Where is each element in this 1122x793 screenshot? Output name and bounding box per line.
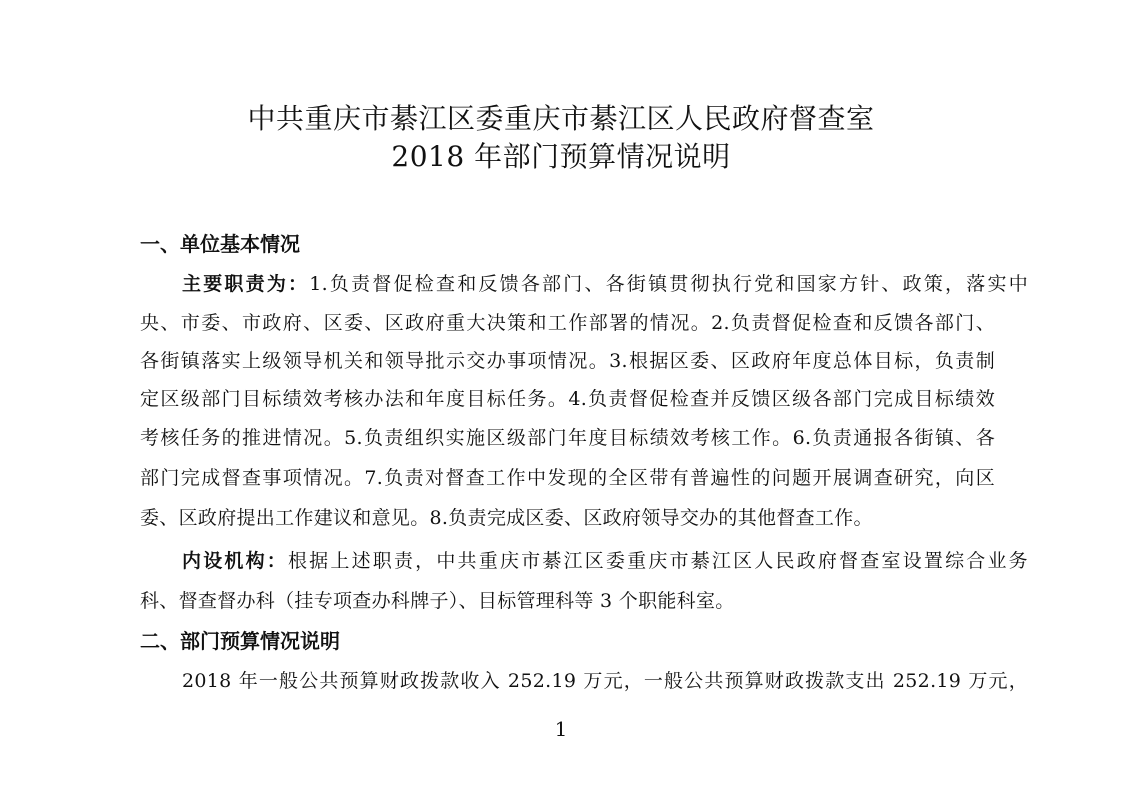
document-title xyxy=(0,100,1122,176)
budget-line-1: 2018 年一般公共预算财政拨款收入 252.19 万元，一般公共预算财政拨款支出 252.19 万元， xyxy=(182,670,1028,692)
section-heading-budget: 二、部门预算情况说明 xyxy=(140,629,340,653)
title-line-1: 中共重庆市綦江区委重庆市綦江区人民政府督查室 xyxy=(247,102,875,135)
page-number: 1 xyxy=(554,717,568,741)
duties-line-6: 部门完成督查事项情况。7.负责对督查工作中发现的全区带有普遍性的问题开展调查研究，向区 xyxy=(140,467,995,489)
title-line-2: 2018 年部门预算情况说明 xyxy=(391,140,731,173)
org-text: 根据上述职责，中共重庆市綦江区委重庆市綦江区人民政府督查室设置综合业务 xyxy=(287,550,1028,572)
section-heading-basic-info: 一、单位基本情况 xyxy=(140,232,300,256)
duties-line-5: 考核任务的推进情况。5.负责组织实施区级部门年度目标绩效考核工作。6.负责通报各街镇、各 xyxy=(140,427,995,449)
org-lead: 内设机构： xyxy=(182,550,288,572)
duties-line-4: 定区级部门目标绩效考核办法和年度目标任务。4.负责督促检查并反馈区级各部门完成目标绩效 xyxy=(140,388,995,410)
duties-line-7: 委、区政府提出工作建议和意见。8.负责完成区委、区政府领导交办的其他督查工作。 xyxy=(140,507,873,529)
org-line-1 xyxy=(182,547,1028,575)
duties-line-2: 央、市委、市政府、区委、区政府重大决策和工作部署的情况。2.负责督促检查和反馈各部门、 xyxy=(140,312,995,334)
duties-line-3: 各街镇落实上级领导机关和领导批示交办事项情况。3.根据区委、区政府年度总体目标，负责制 xyxy=(140,350,995,372)
duties-line-1 xyxy=(182,270,1028,298)
duties-text: 1.负责督促检查和反馈各部门、各街镇贯彻执行党和国家方针、政策，落实中 xyxy=(309,273,1028,295)
org-line-2: 科、督查督办科（挂专项查办科牌子）、目标管理科等 3 个职能科室。 xyxy=(140,590,735,612)
duties-lead: 主要职责为： xyxy=(182,273,310,295)
